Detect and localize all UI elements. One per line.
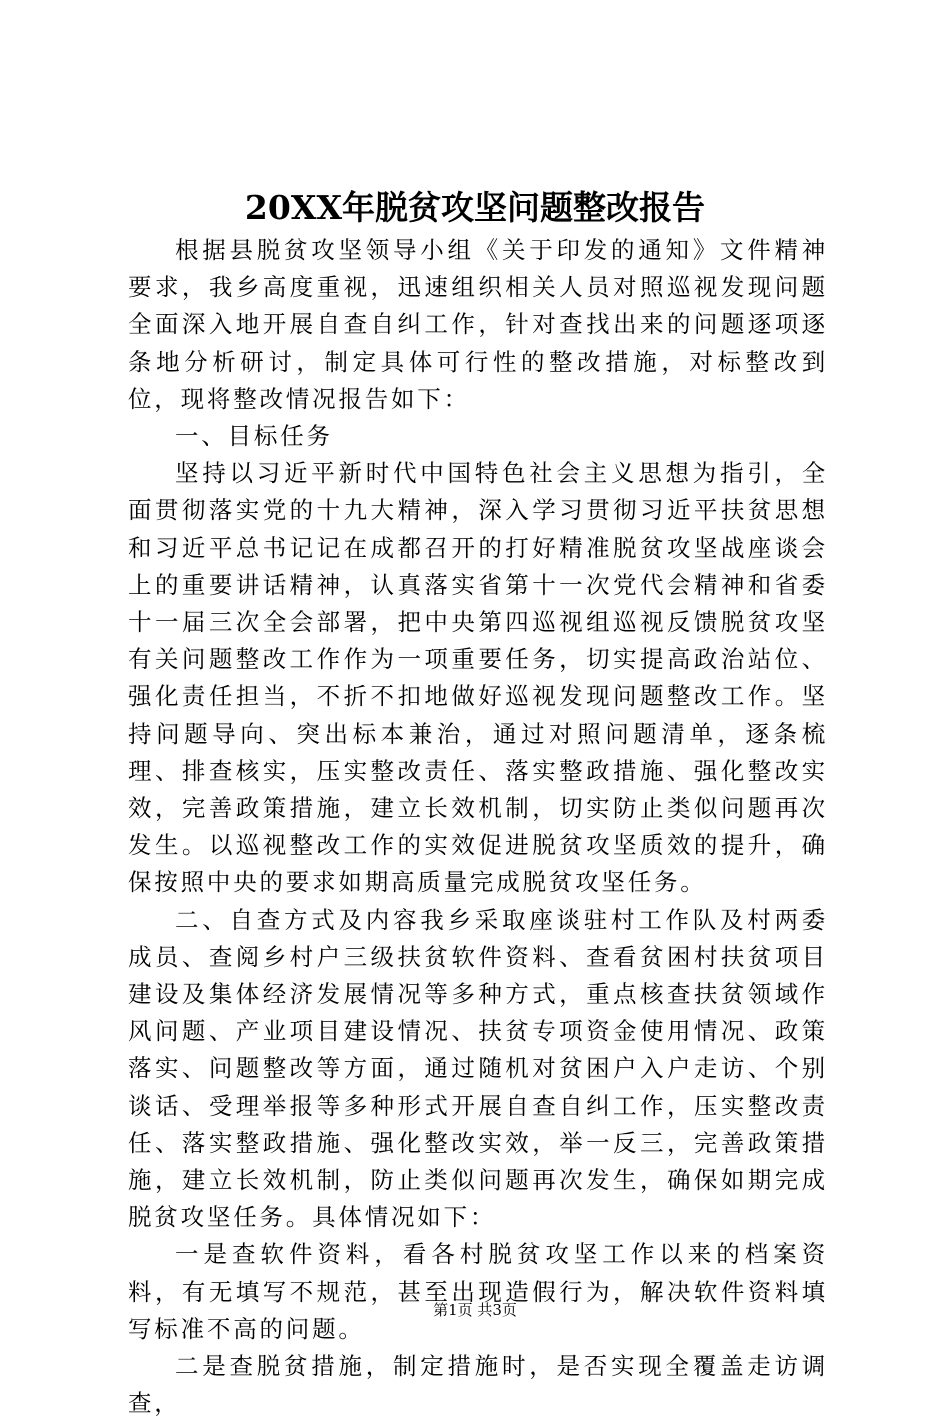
document-body bbox=[128, 232, 828, 1423]
paragraph-item-one: 一是查软件资料，看各村脱贫攻坚工作以来的档案资料，有无填写不规范，甚至出现造假行为，解决软件资料填写标准不高的问题。 bbox=[128, 1240, 828, 1343]
page-number-footer: 第1页 共3页 bbox=[433, 1301, 517, 1319]
document-title: 20XX年脱贫攻坚问题整改报告 bbox=[244, 188, 706, 227]
paragraph-self-inspection: 二、自查方式及内容我乡采取座谈驻村工作队及村两委成员、查阅乡村户三级扶贫软件资料、查看贫困村扶贫项目建设及集体经济发展情况等多种方式，重点核查扶贫领域作风问题、产业项目建设情况、扶贫专项资金使用情况、政策落实、问题整改等方面，通过随机对贫困户入户走访、个别谈话、受理举报等多种形式开展自查自纠工作，压实整改责任、落实整政措施、强化整改实效，举一反三，完善政策措施，建立长效机制，防止类似问题再次发生，确保如期完成脱贫攻坚任务。具体情况如下： bbox=[128, 905, 828, 1232]
section-heading-goals: 一、目标任务 bbox=[175, 422, 333, 451]
paragraph-item-two: 二是查脱贫措施，制定措施时，是否实现全覆盖走访调查， bbox=[128, 1352, 828, 1418]
paragraph-intro: 根据县脱贫攻坚领导小组《关于印发的通知》文件精神要求，我乡高度重视，迅速组织相关人员对照巡视发现问题全面深入地开展自查自纠工作，针对查找出来的问题逐项逐条地分析研讨，制定具体可行性的整改措施，对标整改到位，现将整改情况报告如下： bbox=[128, 236, 828, 413]
paragraph-goals: 坚持以习近平新时代中国特色社会主义思想为指引，全面贯彻落实党的十九大精神，深入学习贯彻习近平扶贫思想和习近平总书记记在成都召开的打好精准脱贫攻坚战座谈会上的重要讲话精神，认真落实省第十一次党代会精神和省委十一届三次全会部署，把中央第四巡视组巡视反馈脱贫攻坚有关问题整改工作作为一项重要任务，切实提高政治站位、强化责任担当，不折不扣地做好巡视发现问题整改工作。坚持问题导向、突出标本兼治，通过对照问题清单，逐条梳理、排查核实，压实整改责任、落实整政措施、强化整改实效，完善政策措施，建立长效机制，切实防止类似问题再次发生。以巡视整改工作的实效促进脱贫攻坚质效的提升，确保按照中央的要求如期高质量完成脱贫攻坚任务。 bbox=[128, 459, 828, 897]
